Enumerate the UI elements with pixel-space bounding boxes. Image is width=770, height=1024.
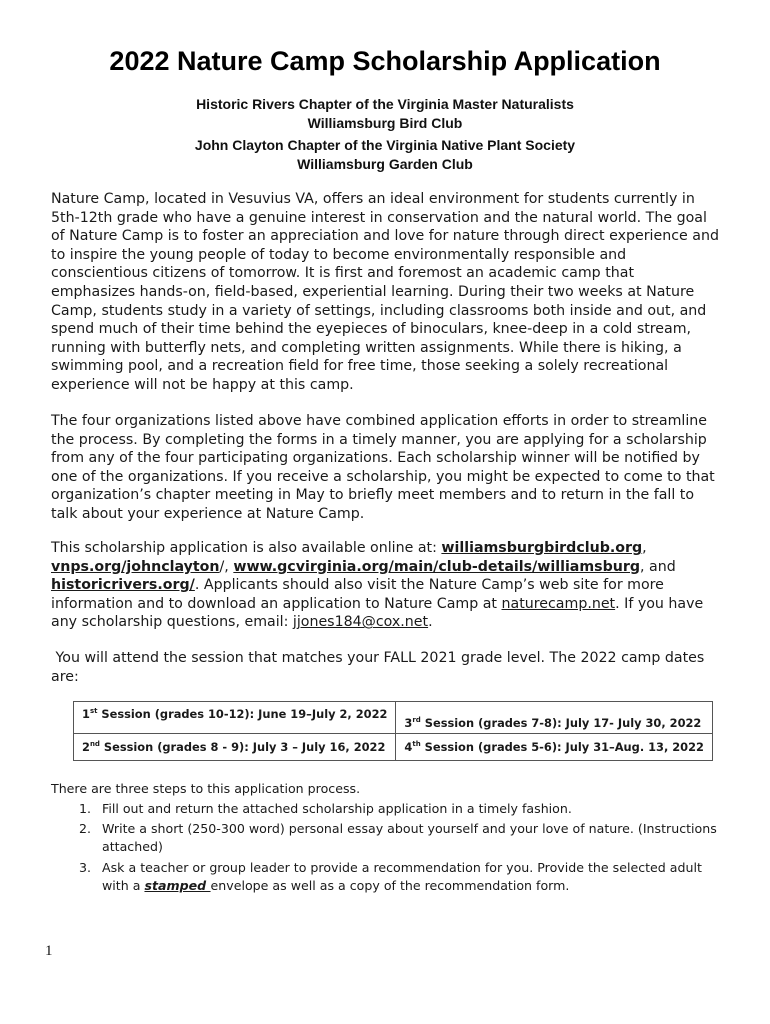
steps-intro: There are three steps to this application process. xyxy=(51,781,361,796)
step-text-after: envelope as well as a copy of the recommendation form. xyxy=(210,878,570,894)
separator: , xyxy=(642,540,647,556)
table-row xyxy=(74,734,713,761)
page-number: 1 xyxy=(45,943,53,959)
session-number: 4 xyxy=(404,740,413,754)
session-label: Session (grades 10-12): June 19–July 2, 2022 xyxy=(97,707,388,721)
link-vnps[interactable]: vnps.org/johnclayton xyxy=(51,558,220,575)
page-title: 2022 Nature Camp Scholarship Application xyxy=(109,46,661,76)
session-ordinal: nd xyxy=(89,740,100,749)
step-text: Fill out and return the attached scholarship application in a timely fashion. xyxy=(102,801,572,816)
session-label: Session (grades 7-8): July 17- July 30, 2022 xyxy=(420,716,702,730)
separator: , and xyxy=(640,558,676,575)
step-item-2 xyxy=(79,820,719,857)
link-gcvirginia[interactable]: www.gcvirginia.org/main/club-details/williamsburg xyxy=(233,558,641,575)
session-cell-1 xyxy=(74,702,396,734)
step-number: 1. xyxy=(79,801,92,816)
session-ordinal: st xyxy=(89,707,98,716)
session-number: 3 xyxy=(404,716,413,730)
separator: /, xyxy=(219,558,234,575)
online-email-text: . If you have any scholarship questions, email: xyxy=(51,595,704,631)
session-number: 1 xyxy=(82,707,90,721)
org-john-clayton: John Clayton Chapter of the Virginia Native Plant Society xyxy=(194,137,576,153)
email-link[interactable]: jjones184@cox.net xyxy=(292,614,429,631)
session-number: 2 xyxy=(82,740,90,754)
step-number: 3. xyxy=(79,860,92,875)
session-intro-paragraph: You will attend the session that matches your FALL 2021 grade level. The 2022 camp dates are: xyxy=(51,650,709,685)
step-text: Write a short (250-300 word) personal essay about yourself and your love of nature. (Instructions attached) xyxy=(102,821,717,855)
organizations-paragraph: The four organizations listed above have combined application efforts in order to streamline the process. By completing the forms in a timely manner, you are applying for a scholarship from any of the four participating organizations. Each scholarship winner will be notified by one of the organizations. If you receive a scholarship, you might be expected to come to that organization’s chapter meeting in May to briefly meet members and to return in the fall to talk about your experience at Nature Camp. xyxy=(51,413,715,522)
step-text xyxy=(79,859,719,896)
session-cell-3 xyxy=(396,702,713,734)
step-item-1 xyxy=(79,800,719,818)
session-ordinal: th xyxy=(412,740,421,749)
step-number: 2. xyxy=(79,821,92,836)
online-middle-text: . Applicants should also visit the Nature Camp’s web site for more information and to download an application to Nature Camp at xyxy=(51,577,664,612)
intro-paragraph: Nature Camp, located in Vesuvius VA, offers an ideal environment for students currently in 5th-12th grade who have a genuine interest in conservation and the natural world. The goal of Nature Camp is to foster an appreciation and love for nature through direct experience and to inspire the young people of today to become environmentally responsible and conscientious citizens of tomorrow. It is first and foremost an academic camp that emphasizes hands-on, field-based, experiential learning. During their two weeks at Nature Camp, students study in a variety of settings, including classrooms both inside and out, and spend much of their time behind the eyepieces of binoculars, knee-deep in a cold stream, running with butterfly nets, and completing written assignments. While there is hiking, a swimming pool, and a recreation field for free time, those seeking a solely recreational experience will not be happy at this camp. xyxy=(51,191,719,393)
session-ordinal: rd xyxy=(412,716,421,725)
separator: . xyxy=(428,614,433,631)
session-cell-4 xyxy=(396,734,713,761)
session-cell-2 xyxy=(74,734,396,761)
step-text-before: Ask a teacher or group leader to provide a recommendation for you. Provide the selected adult with a xyxy=(102,860,702,894)
step-item-3 xyxy=(79,859,719,896)
session-label: Session (grades 5-6): July 31–Aug. 13, 2022 xyxy=(420,740,704,754)
org-garden-club: Williamsburg Garden Club xyxy=(297,156,473,172)
org-bird-club: Williamsburg Bird Club xyxy=(307,115,463,131)
table-row xyxy=(74,702,713,734)
link-williamsburgbirdclub[interactable]: williamsburgbirdclub.org xyxy=(441,540,643,556)
sessions-table xyxy=(73,701,713,761)
session-label: Session (grades 8 - 9): July 3 – July 16, 2022 xyxy=(99,740,386,754)
link-naturecamp[interactable]: naturecamp.net xyxy=(501,595,616,612)
stamped-emphasis: stamped xyxy=(144,878,211,894)
org-historic-rivers: Historic Rivers Chapter of the Virginia Master Naturalists xyxy=(196,96,574,112)
link-historicrivers[interactable]: historicrivers.org/ xyxy=(51,577,195,594)
online-availability-paragraph xyxy=(51,539,719,632)
online-intro-text: This scholarship application is also available online at: xyxy=(51,540,442,556)
